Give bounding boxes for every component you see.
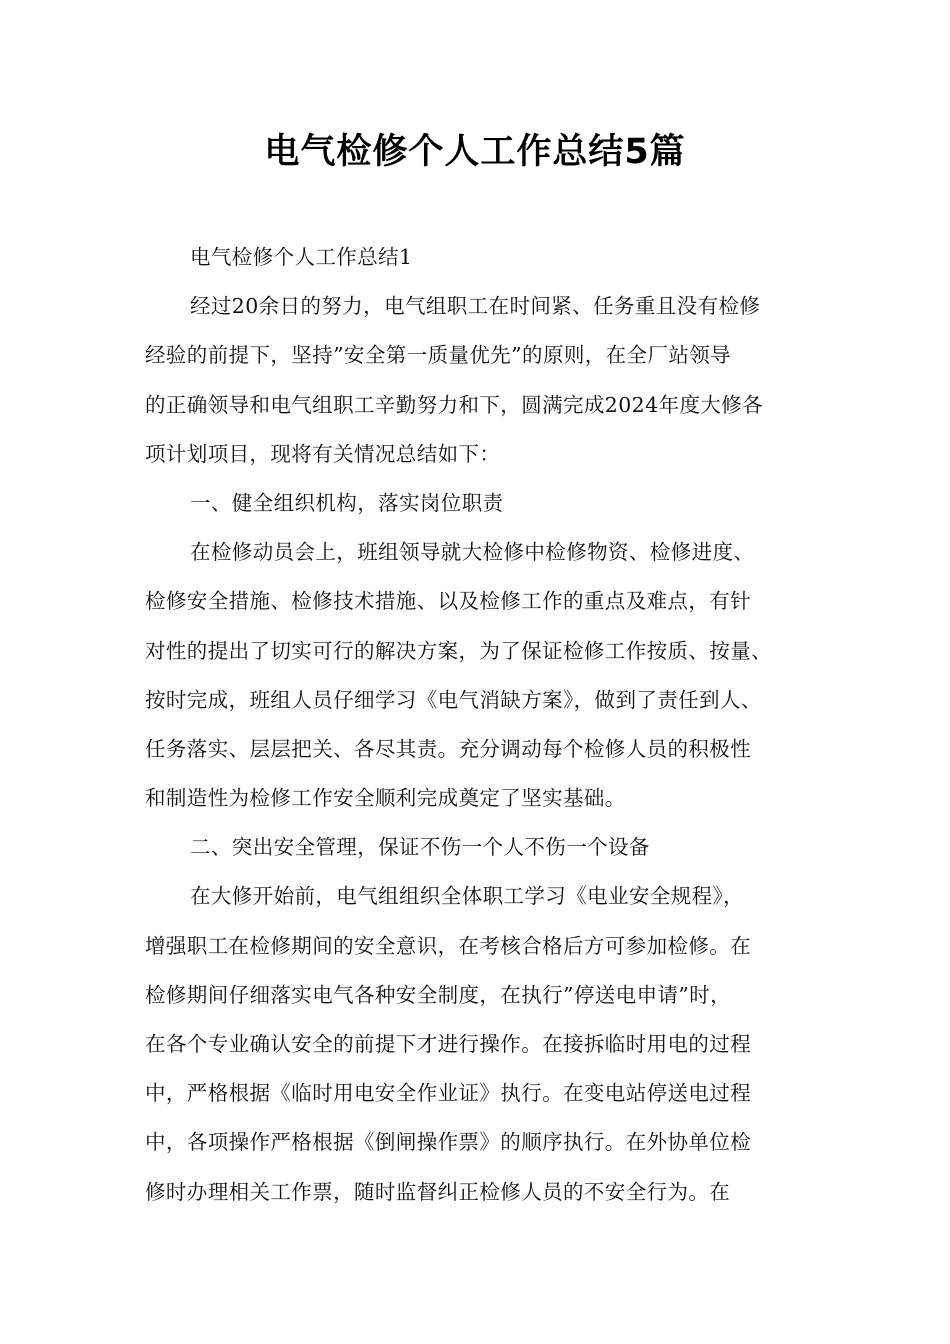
paragraph-line: 检修安全措施、检修技术措施、以及检修工作的重点及难点，有针 xyxy=(145,589,752,614)
paragraph-line: 按时完成，班组人员仔细学习《电气消缺方案》，做到了责任到人、 xyxy=(145,687,762,712)
paragraph-line: 修时办理相关工作票，随时监督纠正检修人员的不安全行为。在 xyxy=(145,1179,731,1204)
document-title: 电气检修个人工作总结5篇 xyxy=(264,132,686,172)
paragraph-line: 在检修动员会上，班组领导就大检修中检修物资、检修进度、 xyxy=(190,540,755,565)
paragraph-line: 经过20余日的努力，电气组职工在时间紧、任务重且没有检修 xyxy=(190,294,761,319)
paragraph-line: 的正确领导和电气组职工辛勤努力和下，圆满完成2024年度大修各 xyxy=(145,392,764,417)
paragraph-line: 和制造性为检修工作安全顺利完成奠定了坚实基础。 xyxy=(145,786,626,811)
section-heading: 一、健全组织机构，落实岗位职责 xyxy=(190,490,504,515)
section-heading: 电气检修个人工作总结1 xyxy=(190,245,413,269)
section-heading: 二、突出安全管理，保证不伤一个人不伤一个设备 xyxy=(190,835,650,860)
paragraph-line: 经验的前提下，坚持”安全第一质量优先”的原则，在全厂站领导 xyxy=(145,343,732,368)
paragraph-line: 对性的提出了切实可行的解决方案，为了保证检修工作按质、按量、 xyxy=(145,638,772,663)
paragraph-line: 中，各项操作严格根据《倒闸操作票》的顺序执行。在外协单位检 xyxy=(145,1130,752,1155)
paragraph-line: 中，严格根据《临时用电安全作业证》执行。在变电站停送电过程 xyxy=(145,1081,752,1106)
paragraph-line: 在大修开始前，电气组组织全体职工学习《电业安全规程》， xyxy=(190,884,745,909)
document-body xyxy=(145,233,825,1217)
paragraph-line: 增强职工在检修期间的安全意识，在考核合格后方可参加检修。在 xyxy=(145,933,752,958)
paragraph-line: 项计划项目，现将有关情况总结如下： xyxy=(145,441,501,466)
paragraph-line: 在各个专业确认安全的前提下才进行操作。在接拆临时用电的过程 xyxy=(145,1032,752,1056)
paragraph-line: 检修期间仔细落实电气各种安全制度，在执行”停送电申请”时， xyxy=(145,982,732,1007)
paragraph-line: 任务落实、层层把关、各尽其责。充分调动每个检修人员的积极性 xyxy=(145,736,752,761)
